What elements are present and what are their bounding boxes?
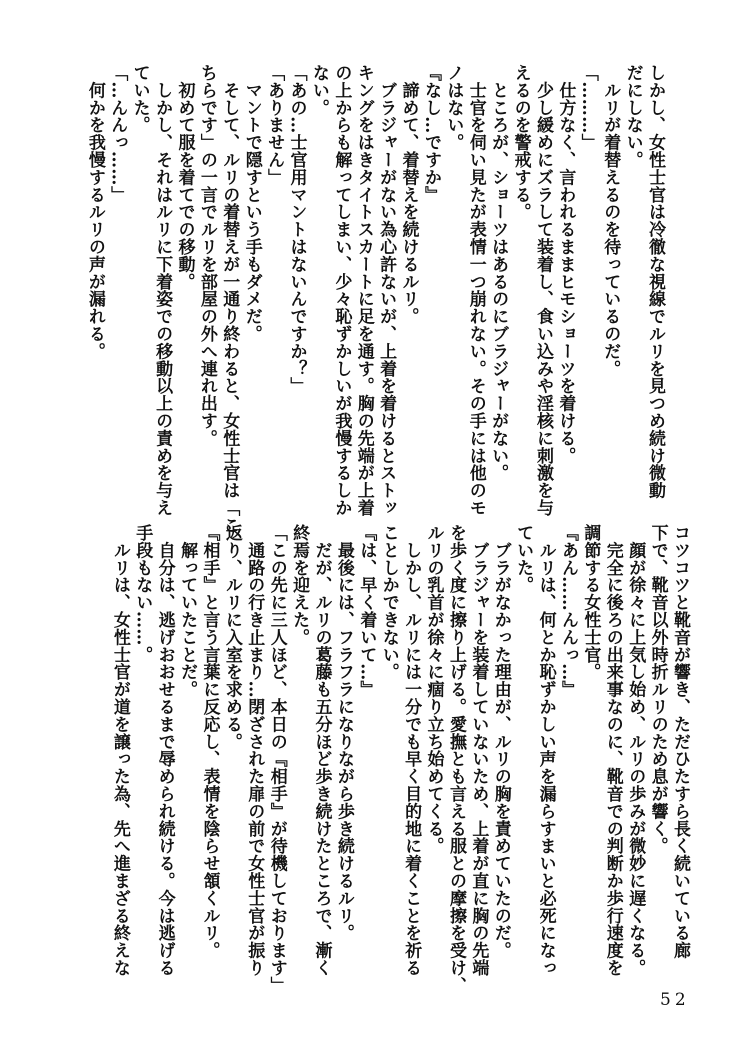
text-line: 『相手』と言う言葉に反応し、表情を陰らせ頷くルリ。 <box>199 524 220 959</box>
text-line: しかし、ルリには一分でも早く目的地に着くことを祈る <box>401 524 422 977</box>
text-line: 「………」 <box>577 64 598 151</box>
text-line: 仕方なく、言われるままヒモショーツを着ける。 <box>555 64 576 465</box>
text-line: 諦めて、着替えを続けるルリ。 <box>398 64 419 325</box>
text-line: 何かを我慢するルリの声が漏れる。 <box>84 64 105 360</box>
text-line: だにしない。 <box>622 64 643 169</box>
text-line: 顔が徐々に上気し始め、ルリの歩みが微妙に遅くなる。 <box>625 524 646 977</box>
text-line: しかし、それはルリに下着姿での移動以上の責めを与え <box>152 64 173 517</box>
text-line: 『あん……んんっ…』 <box>557 524 578 698</box>
text-line: えるのを警戒する。 <box>510 64 531 221</box>
text-line: 調節する女性士官。 <box>580 524 601 681</box>
text-line: 『なし…ですか』 <box>420 64 441 204</box>
text-line: 「この先に三人ほど、本日の『相手』が待機しております」 <box>266 524 287 994</box>
text-line: 完全に後ろの出来事なのに、靴音での判断か歩行速度を <box>602 524 623 977</box>
text-line: 終焉を迎えた。 <box>289 524 310 646</box>
text-line: を歩く度に擦り上げる。愛撫とも言える服との摩擦を受け、 <box>445 524 466 994</box>
text-line: ところが、ショーツはあるのにブラジャーがない。 <box>488 64 509 482</box>
text-line: 初めて服を着てでの移動。 <box>174 64 195 291</box>
text-line: ちらです」の一言でルリを部屋の外へ連れ出す。 <box>196 64 217 447</box>
text-line: ていた。 <box>513 524 534 594</box>
text-line: 下で、靴音以外時折ルリのため息が響く。 <box>647 524 668 855</box>
text-line: ルリが着替えるのを待っているのだ。 <box>600 64 621 378</box>
text-line: ルリの乳首が徐々に痼り立ち始めてくる。 <box>423 524 444 855</box>
text-line: コツコツと靴音が響き、ただひたすら長く続いている廊 <box>670 524 690 959</box>
text-line: 士官を伺い見たが表情一つ崩れない。その手には他のモ <box>465 64 486 517</box>
text-line: だが、ルリの葛藤も五分ほど歩き続けたところで、漸く <box>311 524 332 977</box>
text-line: 手段もない……。 <box>132 524 153 664</box>
page-number: 52 <box>660 990 690 1010</box>
text-line: 返り、ルリに入室を求める。 <box>221 524 242 751</box>
text-line: ブラがなかった理由が、ルリの胸を責めていたのだ。 <box>490 524 511 959</box>
text-line: 自分は、逃げおおせるまで辱められ続ける。今は逃げる <box>154 524 175 977</box>
text-line: ブラジャーがない為心許ないが、上着を着けるとストッ <box>376 64 397 517</box>
upper-text-block <box>83 64 666 534</box>
text-line: ブラジャーを装着していないため、上着が直に胸の先端 <box>468 524 489 977</box>
text-line: 解っていたことだ。 <box>177 524 198 698</box>
text-line: ルリは、女性士官が道を譲った為、先へ進まざる終えな <box>109 524 130 977</box>
text-line: キングをはきタイトスカートに足を通す。胸の先端が上着 <box>353 64 374 517</box>
text-line: 『は、早く着いて…』 <box>356 524 377 698</box>
text-line: 「あの…士官用マントはないんですか？」 <box>286 64 307 395</box>
text-line: ことしかできない。 <box>378 524 399 681</box>
text-line: 少し緩めにズラして装着し、食い込みや淫核に刺激を与 <box>532 64 553 517</box>
text-line: マントで隠すという手もダメだ。 <box>241 64 262 343</box>
text-line: ノはない。 <box>443 64 464 151</box>
text-line: ていた。 <box>129 64 150 134</box>
text-line: ない。 <box>308 64 329 117</box>
text-line: 最後には、フラフラになりながら歩き続けるルリ。 <box>333 524 354 942</box>
text-line: 「ありません」 <box>264 64 285 186</box>
text-line: ルリは、何とか恥ずかしい声を漏らすまいと必死になっ <box>535 524 556 977</box>
text-line: そして、ルリの着替えが一通り終わると、女性士官は「こ <box>219 64 240 534</box>
text-line: の上からも解ってしまい、少々恥ずかしいが我慢するしか <box>331 64 352 517</box>
text-line: しかし、女性士官は冷徹な視線でルリを見つめ続け微動 <box>645 64 665 499</box>
text-line: 通路の行き止まり…閉ざされた扉の前で女性士官が振り <box>244 524 265 977</box>
lower-text-block <box>108 524 691 994</box>
text-line: 「…んんっ……」 <box>107 64 128 204</box>
